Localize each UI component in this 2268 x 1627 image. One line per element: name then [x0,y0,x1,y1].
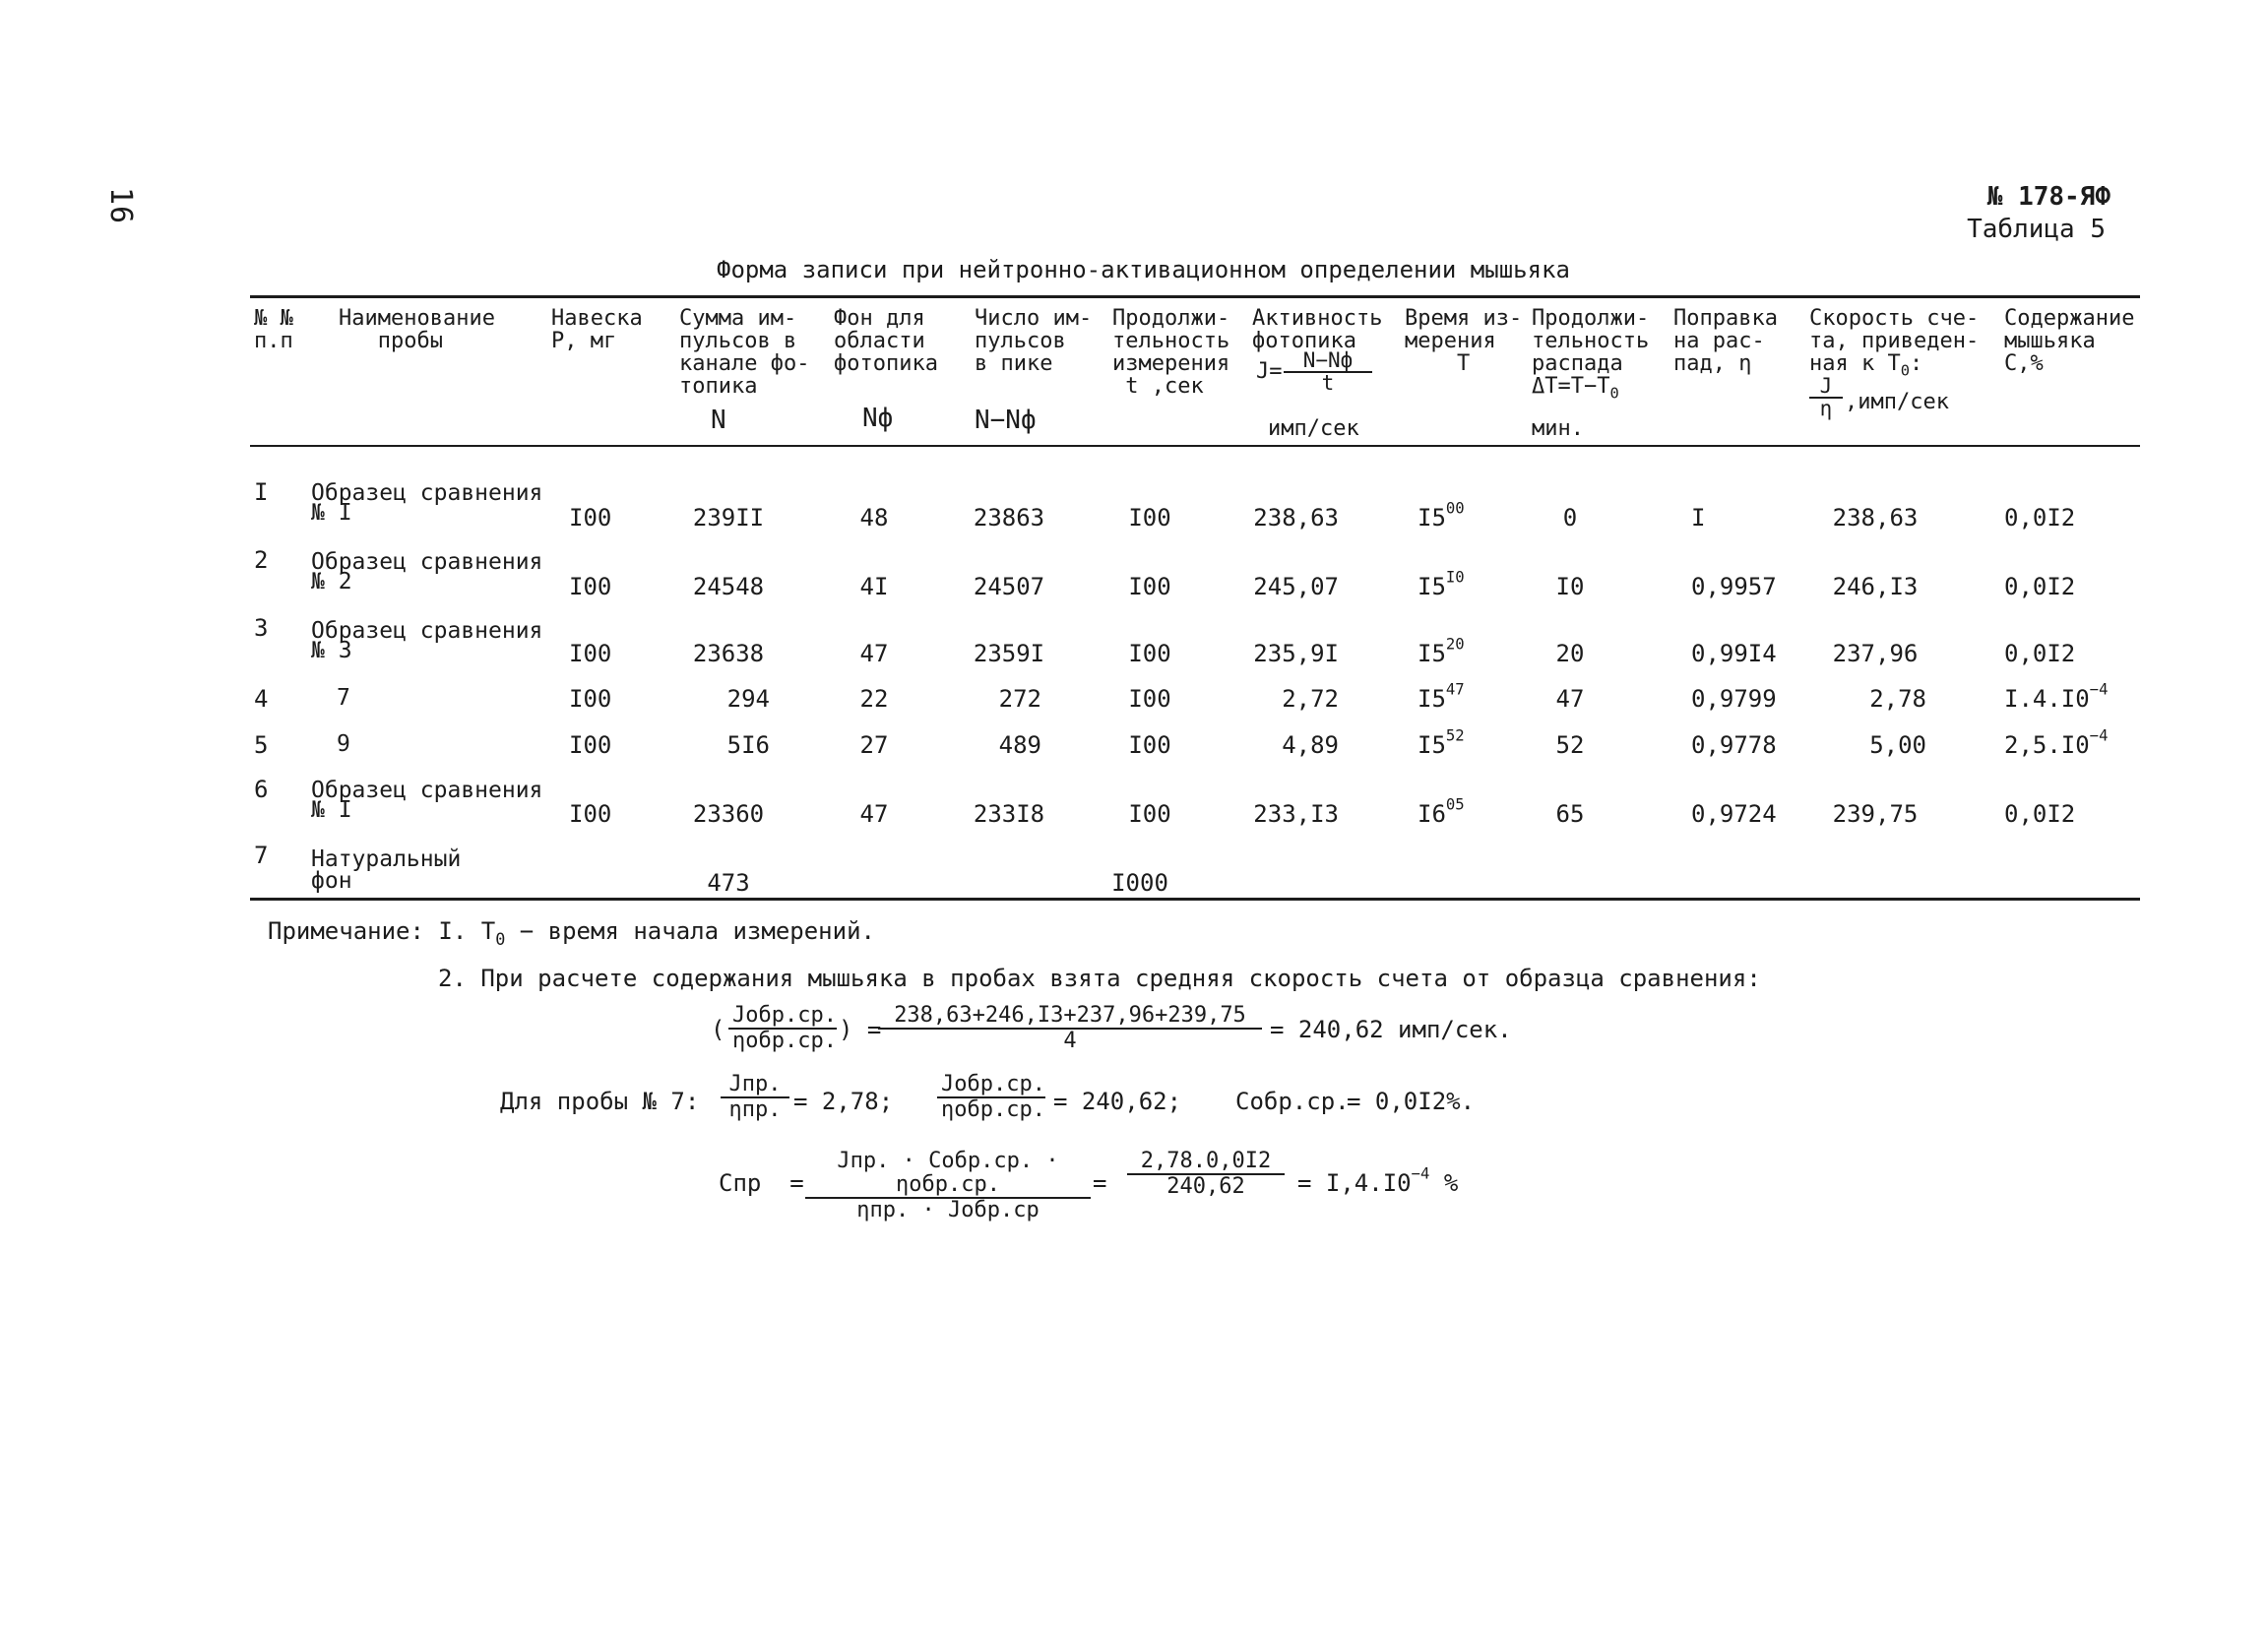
header-activity: Активность фотопика [1252,306,1383,353]
row-3-rate: 237,96 [1832,640,1919,667]
row-2-content [2004,575,2075,598]
page-number: 16 [103,187,138,225]
row-4-activity: 2,72 [1282,685,1339,713]
formula-2-c-label: Cобр.ср. [1235,1088,1350,1115]
row-2-time-hours: I5 [1418,573,1446,600]
formula-3-numerator: Jпр. · Cобр.ср. · ηобр.ср. [805,1150,1091,1199]
row-3-content-base: 0,0I2 [2004,640,2076,667]
row-4-time [1418,680,1465,713]
formula-2-f1-numerator: Jпр. [721,1073,789,1098]
header-rate-colon: : [1910,351,1923,376]
row-5-rate: 5,00 [1869,731,1926,759]
formula-3-fraction [805,1150,1091,1222]
row-6-duration: I00 [1128,800,1171,828]
row-6-name-line1: Образец сравнения [311,778,543,803]
note-1-suffix: − время начала измерений. [505,917,875,945]
row-5-activity: 4,89 [1282,731,1339,759]
row-4-content [2004,680,2109,713]
formula-2-fraction-2 [937,1073,1045,1122]
row-6-decay: 65 [1555,800,1585,828]
formula-2-f1-denominator: ηпр. [728,1097,782,1122]
row-5-time-minutes: 52 [1445,726,1465,745]
row-4-duration: I00 [1128,685,1171,713]
row-6-content-base: 0,0I2 [2004,800,2076,828]
header-correction: Поправка на рас- пад, η [1673,306,1778,376]
formula-3-result-exp: −4 [1411,1164,1430,1183]
row-2-num: 2 [254,546,269,574]
formula-2-prefix: Для пробы № 7: [500,1088,700,1115]
header-rate-text: Скорость сче- та, приведен- ная к T [1809,306,1980,376]
row-7-duration: I000 [1111,869,1168,897]
row-2-sum: 24548 [692,573,765,600]
formula-3-lhs: Cпр = [719,1169,804,1197]
row-2-correction: 0,9957 [1691,573,1777,600]
row-3-correction: 0,99I4 [1691,640,1777,667]
row-6-time-hours: I6 [1418,800,1446,828]
row-2-duration: I00 [1128,573,1171,600]
formula-3-denominator: ηпр. · Jобр.ср [856,1198,1040,1222]
row-4-num: 4 [254,685,269,713]
formula-2-f2-value: = 240,62; [1053,1088,1182,1115]
row-6-time-minutes: 05 [1445,795,1465,814]
row-4-peak: 272 [998,685,1041,713]
row-3-sum: 23638 [692,640,765,667]
row-1-name-line1: Образец сравнения [311,480,543,506]
formula-1-open: ( [711,1016,725,1043]
row-2-mass: I00 [569,573,612,600]
header-rate-unit: ,имп/сек [1845,390,1949,414]
formula-2-f2-numerator: Jобр.ср. [937,1073,1045,1098]
row-6-sum: 23360 [692,800,765,828]
header-background: Фон для области фотопика [834,306,938,376]
row-1-decay: 0 [1562,504,1578,532]
formula-1-result: = 240,62 имп/сек. [1270,1016,1512,1043]
row-3-time-minutes: 20 [1445,635,1465,654]
row-4-content-exp: −4 [2089,680,2109,699]
header-num: № № п.п [254,306,293,353]
row-5-duration: I00 [1128,731,1171,759]
header-rate-fraction [1809,376,1843,419]
table-bottom-rule [250,898,2140,901]
row-1-content [2004,506,2075,530]
header-decay-text: Продолжи- тельность распада ΔT=T−T [1532,306,1650,399]
row-3-time [1418,635,1465,667]
row-3-activity: 235,9I [1253,640,1339,667]
note-1 [268,917,875,949]
header-sum-symbol: N [711,406,726,435]
row-1-content-base: 0,0I2 [2004,504,2076,532]
row-5-content [2004,726,2109,759]
header-time: Время из- мерения T [1405,306,1523,376]
row-4-time-hours: I5 [1418,685,1446,713]
formula-3-result-unit: % [1429,1169,1459,1197]
header-background-symbol: Nф [862,404,894,433]
row-5-mass: I00 [569,731,612,759]
row-5-time-hours: I5 [1418,731,1446,759]
row-2-peak: 24507 [973,573,1045,600]
document-code: № 178-ЯФ [1986,182,2110,212]
row-4-decay: 47 [1555,685,1585,713]
row-6-activity: 233,I3 [1253,800,1339,828]
row-1-name-line2: № I [311,500,352,526]
row-4-name-line1: 7 [337,685,350,711]
row-2-name-line1: Образец сравнения [311,549,543,575]
row-6-rate: 239,75 [1832,800,1919,828]
row-1-peak: 23863 [973,504,1045,532]
rate-fraction-numerator: J [1809,376,1843,399]
row-4-background: 22 [859,685,889,713]
row-4-mass: I00 [569,685,612,713]
table-top-rule [250,295,2140,298]
formula-3-value-fraction [1127,1150,1285,1199]
formula-2-fraction-1 [721,1073,789,1122]
row-5-time [1418,726,1465,759]
row-2-decay: I0 [1555,573,1585,600]
row-4-correction: 0,9799 [1691,685,1777,713]
header-sum: Сумма им- пульсов в канале фо- топика [679,306,810,399]
formula-1-close: ) = [839,1016,882,1043]
row-3-num: 3 [254,614,269,642]
table-title: Форма записи при нейтронно-активационном определении мышьяка [717,256,1570,283]
row-2-name-line2: № 2 [311,569,352,594]
header-rate-sub: 0 [1900,361,1910,380]
row-1-sum: 239II [692,504,765,532]
row-5-sum: 5I6 [726,731,770,759]
row-3-time-hours: I5 [1418,640,1446,667]
row-3-name-line1: Образец сравнения [311,618,543,644]
row-1-num: I [254,478,269,506]
note-1-prefix: Примечание: I. T [268,917,496,945]
header-mass: Навеска Р, мг [551,306,643,353]
row-3-mass: I00 [569,640,612,667]
formula-1-sum-fraction [878,1004,1262,1053]
formula-3-value-denominator: 240,62 [1166,1174,1245,1199]
rate-fraction-denominator: η [1819,397,1833,420]
row-5-content-exp: −4 [2089,726,2109,745]
row-6-num: 6 [254,776,269,803]
row-7-sum: 473 [707,869,750,897]
formula-1-numerator: Jобр.ср. [728,1004,837,1030]
formula-1-sum-denominator: 4 [1063,1029,1077,1053]
row-1-time-minutes: 00 [1445,499,1465,518]
header-content: Содержание мышьяка C,% [2004,306,2135,376]
row-6-time [1418,795,1465,828]
row-4-content-base: I.4.I0 [2004,685,2090,713]
header-name: Наименование пробы [339,306,495,353]
row-6-content [2004,802,2075,826]
row-5-peak: 489 [998,731,1041,759]
row-5-content-base: 2,5.I0 [2004,731,2090,759]
row-1-time-hours: I5 [1418,504,1446,532]
row-5-name-line1: 9 [337,731,350,757]
row-6-correction: 0,9724 [1691,800,1777,828]
row-3-duration: I00 [1128,640,1171,667]
row-7-name-line2: фон [311,868,352,894]
formula-3-result [1297,1164,1459,1197]
row-3-content [2004,642,2075,665]
header-activity-formula-lhs: J= [1256,359,1283,384]
row-1-background: 48 [859,504,889,532]
row-6-mass: I00 [569,800,612,828]
row-2-rate: 246,I3 [1832,573,1919,600]
header-peak: Число им- пульсов в пике [975,306,1093,376]
row-7-name-line1: Натуральный [311,846,462,872]
header-decay-sub: 0 [1609,384,1619,403]
row-2-time [1418,568,1465,600]
header-bottom-rule [250,445,2140,447]
formula-3-value-numerator: 2,78.0,0I2 [1127,1150,1285,1175]
row-3-decay: 20 [1555,640,1585,667]
header-peak-symbol: N−Nф [975,406,1037,435]
row-5-correction: 0,9778 [1691,731,1777,759]
header-duration: Продолжи- тельность измерения t ,сек [1112,306,1230,399]
header-activity-formula [1284,350,1372,394]
formula-1-denominator: ηобр.ср. [732,1029,837,1053]
row-4-rate: 2,78 [1869,685,1926,713]
row-5-background: 27 [859,731,889,759]
row-6-peak: 233I8 [973,800,1045,828]
row-2-activity: 245,07 [1253,573,1339,600]
note-2: 2. При расчете содержания мышьяка в пробах взята средняя скорость счета от образца сравнения: [438,965,1761,992]
row-6-name-line2: № I [311,797,352,823]
formula-2-f2-denominator: ηобр.ср. [941,1097,1045,1122]
row-7-num: 7 [254,842,269,869]
note-1-sub: 0 [495,928,506,949]
table-label: Таблица 5 [1967,215,2106,244]
activity-formula-numerator: N−Nф [1284,350,1372,373]
header-decay [1532,306,1650,403]
row-4-sum: 294 [726,685,770,713]
row-6-background: 47 [859,800,889,828]
row-2-time-minutes: I0 [1445,568,1465,587]
row-1-rate: 238,63 [1832,504,1919,532]
row-3-background: 47 [859,640,889,667]
row-4-time-minutes: 47 [1445,680,1465,699]
row-1-correction: I [1691,504,1706,532]
row-1-activity: 238,63 [1253,504,1339,532]
row-3-name-line2: № 3 [311,638,352,663]
formula-3-result-base: = I,4.I0 [1297,1169,1412,1197]
formula-1-sum-numerator: 238,63+246,I3+237,96+239,75 [878,1004,1262,1030]
formula-1-fraction [728,1004,837,1053]
row-2-background: 4I [859,573,889,600]
formula-2-c-value: = 0,0I2%. [1347,1088,1476,1115]
row-3-peak: 2359I [973,640,1045,667]
row-1-mass: I00 [569,504,612,532]
row-5-decay: 52 [1555,731,1585,759]
header-decay-unit: мин. [1532,416,1584,441]
row-1-duration: I00 [1128,504,1171,532]
row-1-time [1418,499,1465,532]
formula-3-equals: = [1093,1169,1107,1197]
header-rate [1809,306,1980,380]
formula-2-f1-value: = 2,78; [793,1088,894,1115]
row-2-content-base: 0,0I2 [2004,573,2076,600]
row-5-num: 5 [254,731,269,759]
header-activity-unit: имп/сек [1268,416,1359,441]
activity-formula-denominator: t [1321,371,1335,395]
